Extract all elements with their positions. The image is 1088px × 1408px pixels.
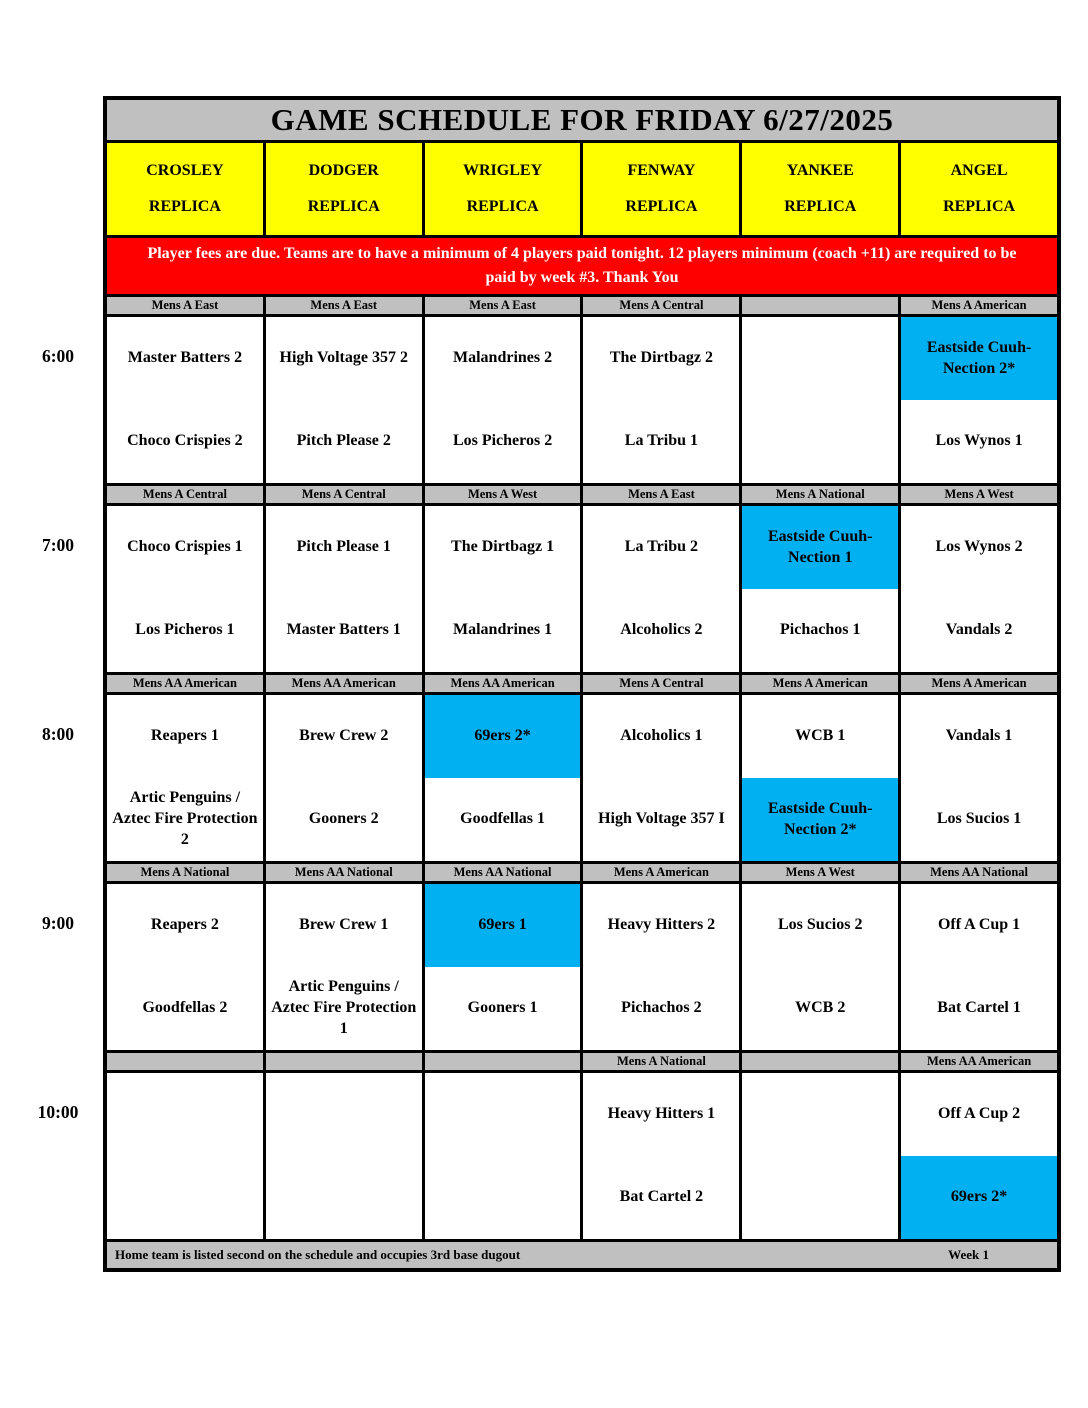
division-label: Mens A East <box>583 486 739 503</box>
home-team: Pichachos 2 <box>621 999 702 1017</box>
game-cell <box>901 506 1057 672</box>
field-header-angel <box>901 143 1057 235</box>
away-team: Reapers 2 <box>150 916 219 934</box>
division-label: Mens A American <box>742 675 898 692</box>
division-label: Mens AA National <box>425 864 581 881</box>
division-label: Mens A Central <box>583 297 739 314</box>
division-label: Mens A West <box>901 486 1057 503</box>
division-label: Mens A American <box>583 864 739 881</box>
time-label-9: 9:00 <box>41 913 75 933</box>
field-header-wrigley <box>425 143 581 235</box>
field-name: WRIGLEY <box>463 161 543 179</box>
away-team: High Voltage 357 2 <box>279 349 408 367</box>
home-team: High Voltage 357 I <box>598 810 725 828</box>
away-team <box>742 1073 898 1156</box>
home-team: Los Picheros 2 <box>452 432 553 450</box>
game-cell <box>742 695 898 861</box>
game-cell <box>583 317 739 483</box>
away-team: Alcoholics 1 <box>620 727 703 745</box>
away-team: Off A Cup 2 <box>937 1105 1021 1123</box>
game-cell <box>742 506 898 672</box>
home-team: Gooners 1 <box>467 999 538 1017</box>
field-header-dodger <box>266 143 422 235</box>
game-cell <box>107 506 263 672</box>
away-team: Brew Crew 2 <box>299 727 389 745</box>
fees-notice-text: Player fees are due. Teams are to have a minimum of 4 players paid tonight. 12 players minimum (coach +11) are required to be paid by week #3. Thank You <box>147 245 1017 286</box>
field-name: ANGEL <box>950 161 1008 179</box>
division-label: Mens A East <box>107 297 263 314</box>
division-label: Mens A American <box>901 297 1057 314</box>
home-team: Los Picheros 1 <box>135 621 235 639</box>
field-name: FENWAY <box>627 161 696 179</box>
division-label: Mens A National <box>742 486 898 503</box>
home-team: Bat Cartel 2 <box>619 1188 704 1206</box>
field-type: REPLICA <box>784 198 857 216</box>
home-team: Artic Penguins / Aztec Fire Protection 2 <box>112 789 258 848</box>
division-label: Mens A National <box>583 1053 739 1070</box>
away-team: Brew Crew 1 <box>299 916 389 934</box>
game-cell <box>107 884 263 1050</box>
field-name: DODGER <box>308 161 379 179</box>
away-team: Malandrines 2 <box>453 349 553 367</box>
home-team <box>107 1156 263 1239</box>
home-team: Eastside Cuuh-Nection 2* <box>742 778 898 861</box>
away-team <box>742 317 898 400</box>
division-label: Mens AA American <box>107 675 263 692</box>
field-name: YANKEE <box>786 161 854 179</box>
away-team: The Dirtbagz 2 <box>609 349 713 367</box>
home-team: Goodfellas 2 <box>142 999 228 1017</box>
division-label: Mens AA American <box>425 675 581 692</box>
field-type: REPLICA <box>625 198 698 216</box>
game-cell <box>742 317 898 483</box>
game-cell <box>425 317 581 483</box>
home-team: Gooners 2 <box>308 810 379 828</box>
time-label-8: 8:00 <box>41 724 75 744</box>
division-label: Mens A West <box>742 864 898 881</box>
game-cell <box>266 695 422 861</box>
home-team-note: Home team is listed second on the schedule and occupies 3rd base dugout <box>115 1247 521 1262</box>
game-schedule-table <box>103 96 1061 1272</box>
away-team: Los Sucios 2 <box>778 916 863 934</box>
away-team: Eastside Cuuh-Nection 2* <box>901 317 1057 400</box>
division-label: Mens A Central <box>107 486 263 503</box>
home-team: Los Wynos 1 <box>935 432 1023 450</box>
game-cell <box>107 317 263 483</box>
page-title: GAME SCHEDULE FOR FRIDAY 6/27/2025 <box>107 100 1057 140</box>
field-header-fenway <box>583 143 739 235</box>
away-team: Heavy Hitters 1 <box>607 1105 716 1123</box>
home-team <box>266 1156 422 1239</box>
away-team <box>425 1073 581 1156</box>
division-label: Mens AA American <box>266 675 422 692</box>
away-team: Eastside Cuuh-Nection 1 <box>742 506 898 589</box>
away-team: Pitch Please 1 <box>296 538 391 556</box>
home-team: WCB 2 <box>795 999 846 1017</box>
division-label <box>742 1053 898 1070</box>
away-team: Choco Crispies 1 <box>127 538 243 556</box>
home-team: 69ers 2* <box>901 1156 1057 1239</box>
division-label: Mens A Central <box>583 675 739 692</box>
away-team: Master Batters 2 <box>127 349 243 367</box>
game-cell <box>742 884 898 1050</box>
home-team: Pichachos 1 <box>780 621 861 639</box>
division-label: Mens A National <box>107 864 263 881</box>
division-label: Mens AA National <box>901 864 1057 881</box>
game-cell <box>583 884 739 1050</box>
game-cell <box>901 317 1057 483</box>
game-cell <box>583 695 739 861</box>
home-team: Malandrines 1 <box>453 621 553 639</box>
field-type: REPLICA <box>307 198 380 216</box>
home-team <box>742 400 898 483</box>
division-label: Mens A West <box>425 486 581 503</box>
away-team <box>266 1073 422 1156</box>
away-team: The Dirtbagz 1 <box>451 538 555 556</box>
game-cell <box>742 1073 898 1239</box>
home-team: Goodfellas 1 <box>460 810 546 828</box>
division-label <box>107 1053 263 1070</box>
field-type: REPLICA <box>148 198 221 216</box>
game-cell <box>266 1073 422 1239</box>
home-team: Pitch Please 2 <box>296 432 391 450</box>
field-type: REPLICA <box>943 198 1016 216</box>
game-cell <box>425 884 581 1050</box>
game-cell <box>107 1073 263 1239</box>
game-cell <box>583 506 739 672</box>
division-label <box>425 1053 581 1070</box>
game-cell <box>107 695 263 861</box>
game-cell <box>266 317 422 483</box>
home-team: Los Sucios 1 <box>936 810 1022 828</box>
division-label: Mens A East <box>266 297 422 314</box>
game-cell <box>266 506 422 672</box>
fees-notice-banner <box>107 238 1057 294</box>
game-cell <box>425 506 581 672</box>
field-header-crosley <box>107 143 263 235</box>
division-label <box>742 297 898 314</box>
division-label: Mens A American <box>901 675 1057 692</box>
field-type: REPLICA <box>466 198 539 216</box>
home-team: Artic Penguins / Aztec Fire Protection 1 <box>271 978 417 1037</box>
division-label: Mens AA National <box>266 864 422 881</box>
away-team: Heavy Hitters 2 <box>607 916 716 934</box>
away-team: La Tribu 2 <box>624 538 699 556</box>
home-team: Alcoholics 2 <box>620 621 703 639</box>
home-team <box>425 1156 581 1239</box>
away-team: WCB 1 <box>795 727 846 745</box>
home-team: Vandals 2 <box>945 621 1013 639</box>
game-cell <box>425 1073 581 1239</box>
game-cell <box>425 695 581 861</box>
time-label-10: 10:00 <box>37 1102 79 1122</box>
division-label: Mens AA American <box>901 1053 1057 1070</box>
away-team: Vandals 1 <box>945 727 1013 745</box>
away-team: 69ers 2* <box>425 695 581 778</box>
game-cell <box>583 1073 739 1239</box>
field-header-yankee <box>742 143 898 235</box>
field-name: CROSLEY <box>146 161 224 179</box>
footer-bar <box>107 1242 1057 1268</box>
division-label: Mens A East <box>425 297 581 314</box>
home-team: La Tribu 1 <box>624 432 699 450</box>
time-label-7: 7:00 <box>41 535 75 555</box>
game-cell <box>901 695 1057 861</box>
game-cell <box>901 884 1057 1050</box>
home-team: Bat Cartel 1 <box>937 999 1021 1017</box>
away-team: 69ers 1 <box>425 884 581 967</box>
game-cell <box>266 884 422 1050</box>
home-team <box>742 1156 898 1239</box>
away-team: Los Wynos 2 <box>935 538 1023 556</box>
division-label <box>266 1053 422 1070</box>
week-label: Week 1 <box>948 1247 989 1262</box>
game-cell <box>901 1073 1057 1239</box>
home-team: Choco Crispies 2 <box>127 432 243 450</box>
away-team <box>107 1073 263 1156</box>
division-label: Mens A Central <box>266 486 422 503</box>
away-team: Off A Cup 1 <box>937 916 1021 934</box>
away-team: Reapers 1 <box>150 727 219 745</box>
home-team: Master Batters 1 <box>286 621 401 639</box>
time-label-6: 6:00 <box>41 346 75 366</box>
